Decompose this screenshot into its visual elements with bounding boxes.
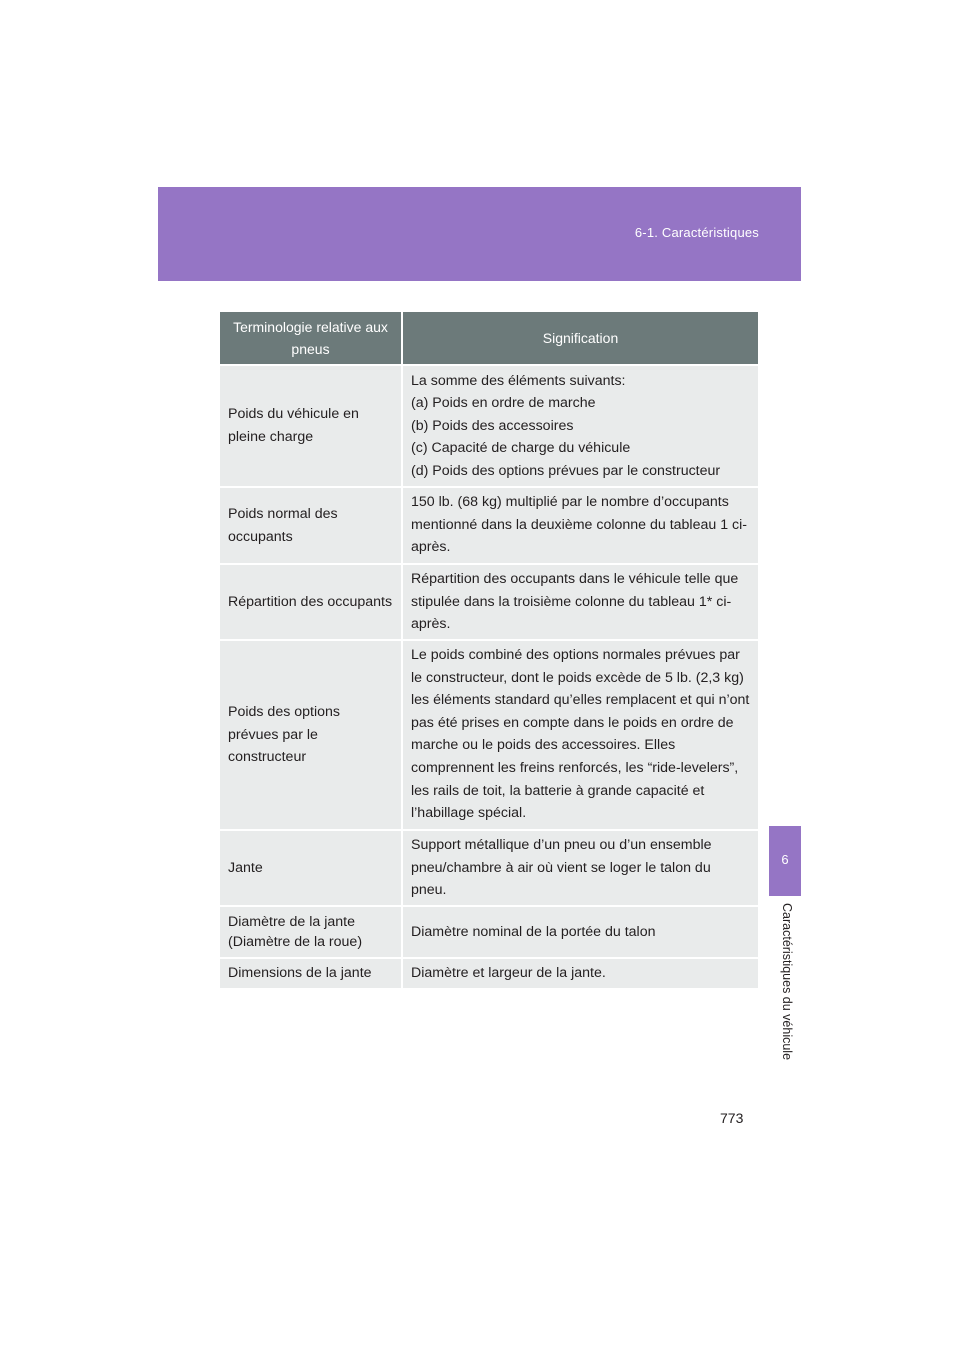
meaning-cell: [402, 365, 758, 487]
tire-terminology-table: [220, 312, 758, 988]
term-cell: Répartition des occupants: [220, 564, 402, 640]
section-header-band: [158, 187, 801, 281]
term-cell: Poids des options prévues par le constructeur: [220, 640, 402, 830]
section-title: 6-1. Caractéristiques: [634, 225, 759, 240]
column-header-meaning: Signification: [402, 312, 758, 365]
meaning-line: (d) Poids des options prévues par le constructeur: [411, 462, 721, 479]
table-row: [220, 487, 758, 564]
meaning-line: (b) Poids des accessoires: [411, 417, 574, 434]
term-cell: Poids du véhicule en pleine charge: [220, 365, 402, 487]
table-row: [220, 906, 758, 958]
table-header-row: [220, 312, 758, 365]
meaning-cell: Diamètre nominal de la portée du talon: [402, 906, 758, 958]
table-row: [220, 365, 758, 487]
meaning-cell: Support métallique d’un pneu ou d’un ensemble pneu/chambre à air où vient se loger le talon du pneu.: [402, 830, 758, 906]
meaning-line: (a) Poids en ordre de marche: [411, 395, 596, 412]
meaning-cell: Répartition des occupants dans le véhicule telle que stipulée dans la troisième colonne du tableau 1* ci-après.: [402, 564, 758, 640]
table-row: [220, 958, 758, 988]
chapter-number: 6: [781, 852, 789, 867]
term-cell: Jante: [220, 830, 402, 906]
table-row: [220, 830, 758, 906]
meaning-line: (c) Capacité de charge du véhicule: [411, 440, 631, 457]
chapter-tab: [769, 826, 801, 896]
meaning-cell: Le poids combiné des options normales prévues par le constructeur, dont le poids excède de 5 lb. (2,3 kg) les éléments standard qu’elles remplacent et qui n’ont pas été prises en compte dans le poids en ordre de marche ou le poids des accessoires. Elles comprennent les freins renforcés, les “ride-levelers”, les rails de toit, la batterie à grande capacité et l’habillage spécial.: [402, 640, 758, 830]
table-row: [220, 640, 758, 830]
term-cell: Poids normal des occupants: [220, 487, 402, 564]
meaning-cell: 150 lb. (68 kg) multiplié par le nombre d’occupants mentionné dans la deuxième colonne du tableau 1 ci-après.: [402, 487, 758, 564]
column-header-term: Terminologie relative aux pneus: [220, 312, 402, 365]
chapter-label: Caractéristiques du véhicule: [780, 903, 794, 1061]
term-cell: Dimensions de la jante: [220, 958, 402, 988]
page-number: 773: [720, 1110, 744, 1126]
meaning-cell: Diamètre et largeur de la jante.: [402, 958, 758, 988]
meaning-line: La somme des éléments suivants:: [411, 372, 626, 389]
term-cell: Diamètre de la jante (Diamètre de la roue): [220, 906, 402, 958]
table-row: [220, 564, 758, 640]
